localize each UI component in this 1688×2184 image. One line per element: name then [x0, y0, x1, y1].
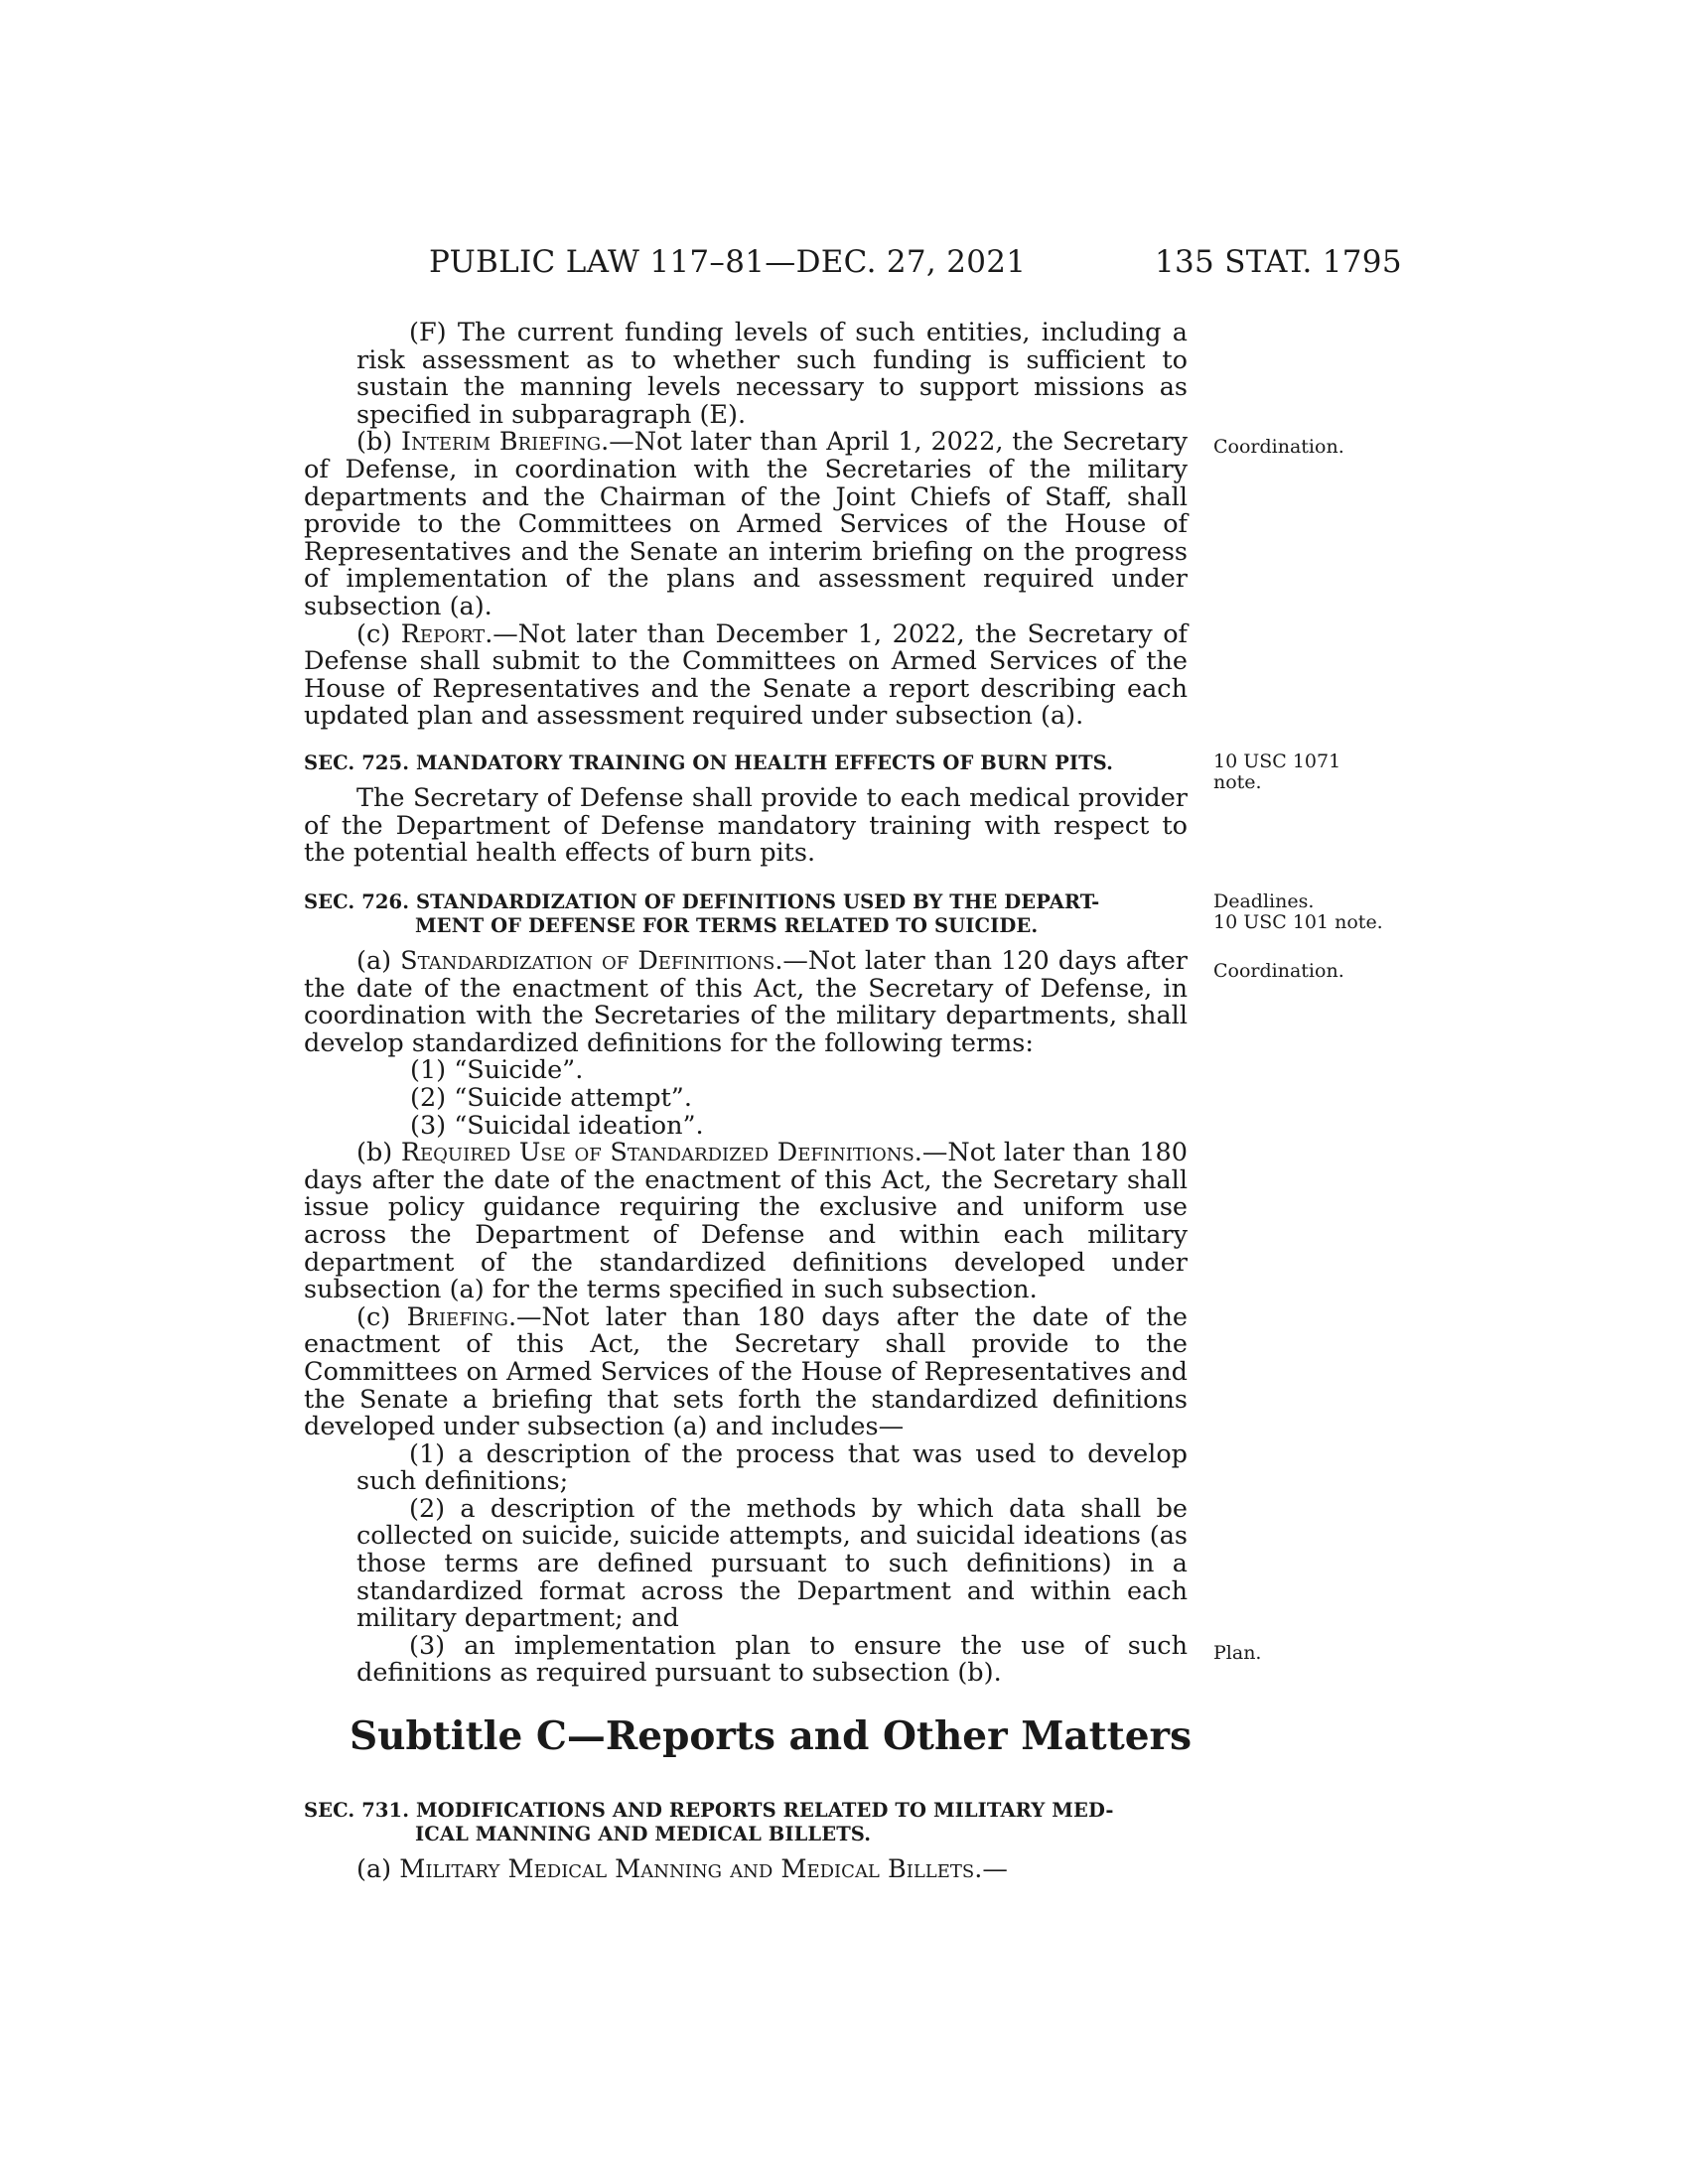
sec-726-heading-line1: SEC. 726. STANDARDIZATION OF DEFINITIONS USED BY THE DEPART-: [304, 890, 1100, 913]
sec-725-heading: SEC. 725. MANDATORY TRAINING ON HEALTH EFFECTS OF BURN PITS.: [304, 751, 1114, 774]
sec-726-para-c: (c) Briefing.—Not later than 180 days after the date of the enactment of this Act, the Secretary shall provide to the Committees on Armed Services of the House of Representatives and the Senate a briefing that sets forth the standardized definitions developed under subsection (a) and includes—: [304, 1301, 1188, 1442]
main-column: [304, 320, 1188, 731]
para-b: (b) Interim Briefing.—Not later than April 1, 2022, the Secretary of Defense, in coordination with the Secretaries of the military departments and the Chairman of the Joint Chiefs of Staff, shall provide to the Committees on Armed Services of the House of Representatives and the Senate an interim briefing on the progress of implementation of the plans and assessment required under subsection (a).: [304, 427, 1188, 621]
sec-726-para-a: (a) Standardization of Definitions.—Not later than 120 days after the date of the enactment of this Act, the Secretary of Defense, in coordination with the Secretaries of the military departments, shall develop standardized definitions for the following terms:: [304, 946, 1188, 1058]
sec-725: [304, 751, 1188, 868]
margin-note-deadlines: Deadlines.: [1213, 890, 1315, 912]
margin-note-usc-1071-note: note.: [1213, 771, 1262, 793]
list-item: (1) “Suicide”.: [410, 1055, 584, 1086]
subtitle-heading: Subtitle C—Reports and Other Matters: [350, 1713, 1193, 1759]
sec-726-para-c1: (1) a description of the process that was used to develop such definitions;: [356, 1438, 1188, 1497]
sec-726-para-b: (b) Required Use of Standardized Definitions.—Not later than 180 days after the date of the enactment of this Act, the Secretary shall issue policy guidance requiring the exclusive and uniform use across the Department of Defense and within each military department of the standardized definitions developed under subsection (a) for the terms specified in such subsection.: [304, 1138, 1188, 1305]
sec-731-heading-line1: SEC. 731. MODIFICATIONS AND REPORTS RELATED TO MILITARY MED-: [304, 1799, 1114, 1822]
para-f: (F) The current funding levels of such entities, including a risk assessment as to whether such funding is sufficient to sustain the manning levels necessary to support missions as specified in subparagraph (E).: [356, 318, 1188, 430]
sec-726-para-c3: (3) an implementation plan to ensure the use of such definitions as required pursuant to subsection (b).: [356, 1630, 1188, 1689]
sec-726-heading-line2: MENT OF DEFENSE FOR TERMS RELATED TO SUICIDE.: [415, 914, 1039, 937]
margin-note-coordination-2: Coordination.: [1213, 960, 1344, 982]
sec-731: [304, 1799, 1188, 1884]
page-stat-number: 135 STAT. 1795: [1155, 244, 1402, 280]
list-item: (3) “Suicidal ideation”.: [410, 1110, 704, 1141]
sec-726: [304, 890, 1188, 1688]
margin-note-plan: Plan.: [1213, 1642, 1262, 1664]
running-head-title: PUBLIC LAW 117–81—DEC. 27, 2021: [429, 244, 1027, 280]
para-c: (c) Report.—Not later than December 1, 2022, the Secretary of Defense shall submit to the Committees on Armed Services of the House of Representatives and the Senate a report describing each updated plan and assessment required under subsection (a).: [304, 618, 1188, 732]
sec-726-para-c2: (2) a description of the methods by which data shall be collected on suicide, suicide attempts, and suicidal ideations (as those terms are defined pursuant to such definitions) in a standardized format across the Department and within each military department; and: [356, 1493, 1188, 1634]
margin-note-coordination: Coordination.: [1213, 436, 1344, 458]
margin-note-usc-1071: 10 USC 1071: [1213, 751, 1341, 772]
sec-725-text: The Secretary of Defense shall provide to each medical provider of the Department of Defense mandatory training with respect to the potential health effects of burn pits.: [304, 783, 1188, 869]
margin-note-usc-101: 10 USC 101 note.: [1213, 911, 1383, 933]
sec-731-heading-line2: ICAL MANNING AND MEDICAL BILLETS.: [415, 1823, 872, 1845]
list-item: (2) “Suicide attempt”.: [410, 1082, 692, 1113]
sec-731-para-a: (a) Military Medical Manning and Medical Billets.—: [356, 1854, 1008, 1884]
